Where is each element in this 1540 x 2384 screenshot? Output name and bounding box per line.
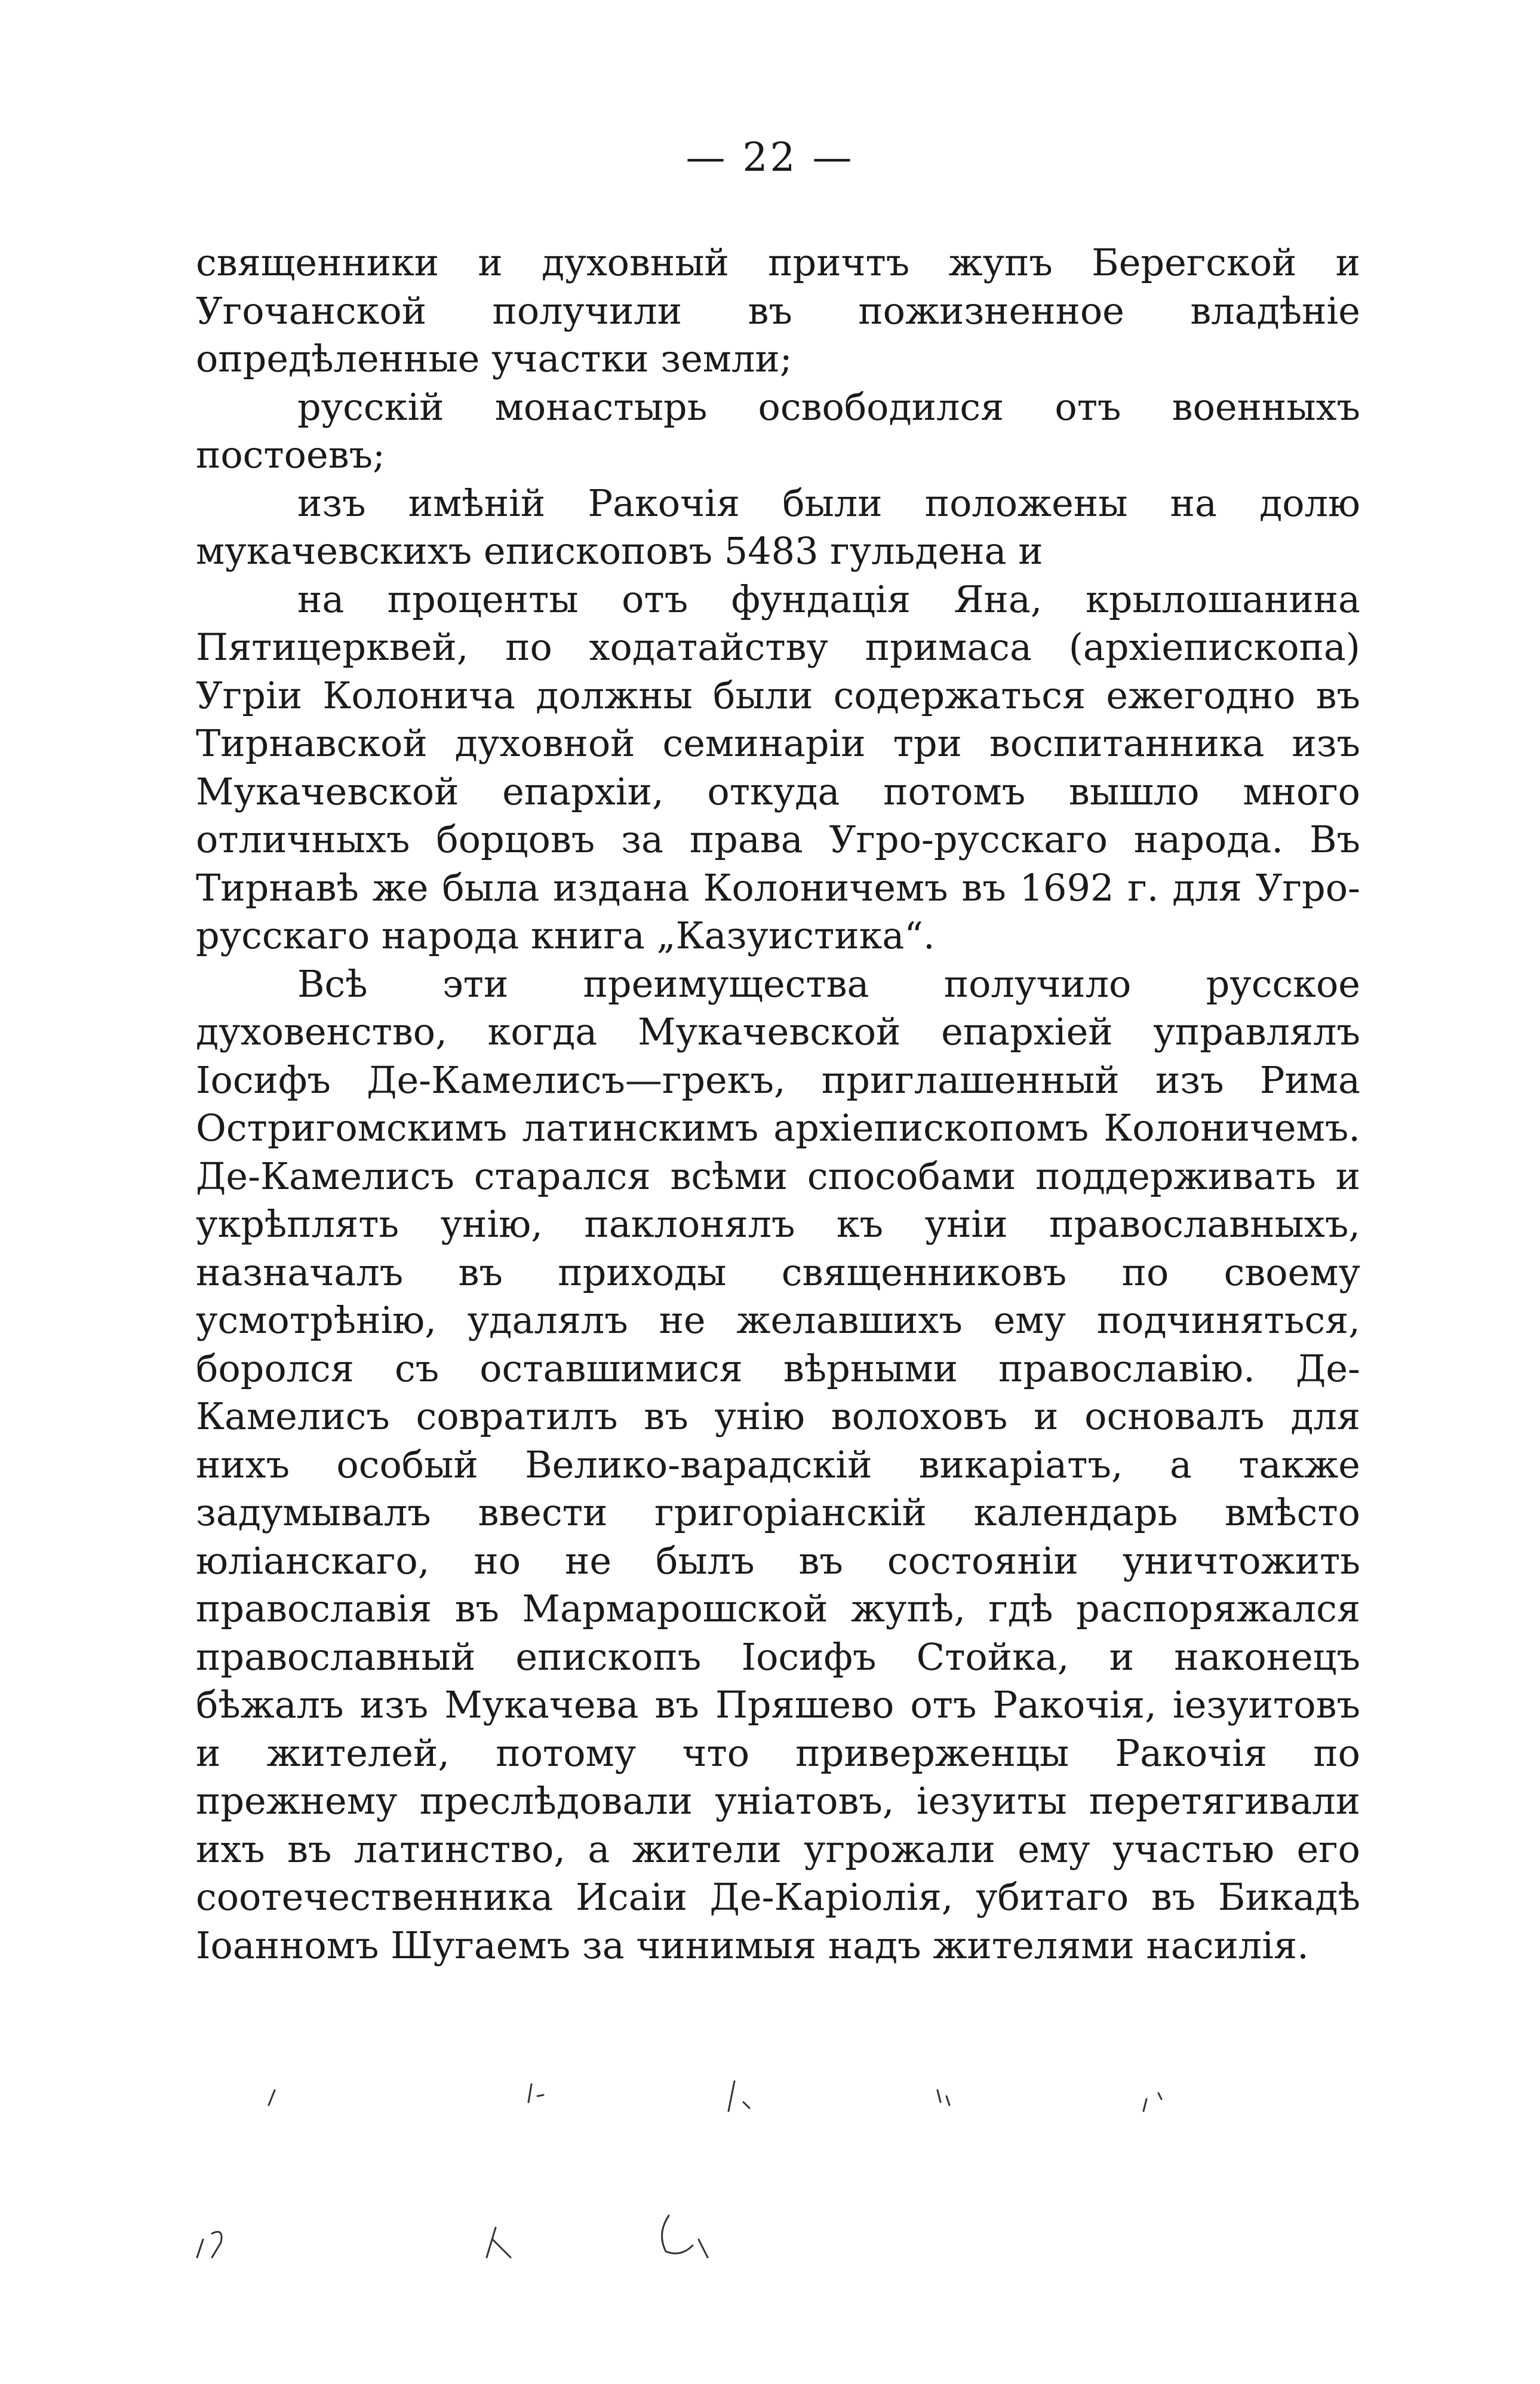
page-number: — 22 — xyxy=(686,134,854,180)
paragraph-5: Всѣ эти преимущества получило русское духовенство, когда Мукачевской епархіей управлялъ Іосифъ Де-Камелисъ—грекъ, приглашенный изъ Рима Остригомскимъ латинскимъ архіепископомъ Колоничемъ. Де-Камелисъ старался всѣми способами поддерживать и укрѣплять унію, паклонялъ къ уніи православныхъ, назначалъ въ приходы священниковъ по своему усмотрѣнію, удалялъ не желавшихъ ему подчиняться, боролся съ оставшимися вѣрными православію. Де-Камелисъ совратилъ въ унію волоховъ и основалъ для нихъ особый Велико-варадскій викаріатъ, а также задумывалъ ввести григоріанскій календарь вмѣсто юліанскаго, но не былъ въ состояніи уничтожить православія въ Мармарошской жупѣ, гдѣ распоряжался православный епископъ Іосифъ Стойка, и наконецъ бѣжалъ изъ Мукачева въ Пряшево отъ Ракочія, іезуитовъ и жителей, потому что приверженцы Ракочія по прежнему преслѣдовали уніатовъ, іезуиты перетягивали ихъ въ латинство, а жители угрожали ему участью его соотечественника Исаіи Де-Каріолія, убитаго въ Бикадѣ Іоанномъ Шугаемъ за чинимыя надъ жителями насилія. xyxy=(196,961,1360,1967)
paragraph-1: священники и духовный причтъ жупъ Берегской и Угочанской получили въ пожизненное владѣніе опредѣленные участки земли; xyxy=(196,241,1360,380)
body-text xyxy=(196,239,1360,1970)
paragraph-2: русскій монастырь освободился отъ военныхъ постоевъ; xyxy=(196,385,1360,477)
paragraph-3: изъ имѣній Ракочія были положены на долю мукачевскихъ епископовъ 5483 гульдена и xyxy=(196,481,1360,573)
handwritten-marks xyxy=(179,2078,1314,2269)
paragraph-4: на проценты отъ фундація Яна, крылошанина Пятицерквей, по ходатайству примаса (архіепископа) Угріи Колонича должны были содержаться ежегодно въ Тирнавской духовной семинаріи три воспитанника изъ Мукачевской епархіи, откуда потомъ вышло много отличныхъ борцовъ за права Угро-русскаго народа. Въ Тирнавѣ же была издана Колоничемъ въ 1692 г. для Угро-русскаго народа книга „Казуистика“. xyxy=(196,577,1360,957)
